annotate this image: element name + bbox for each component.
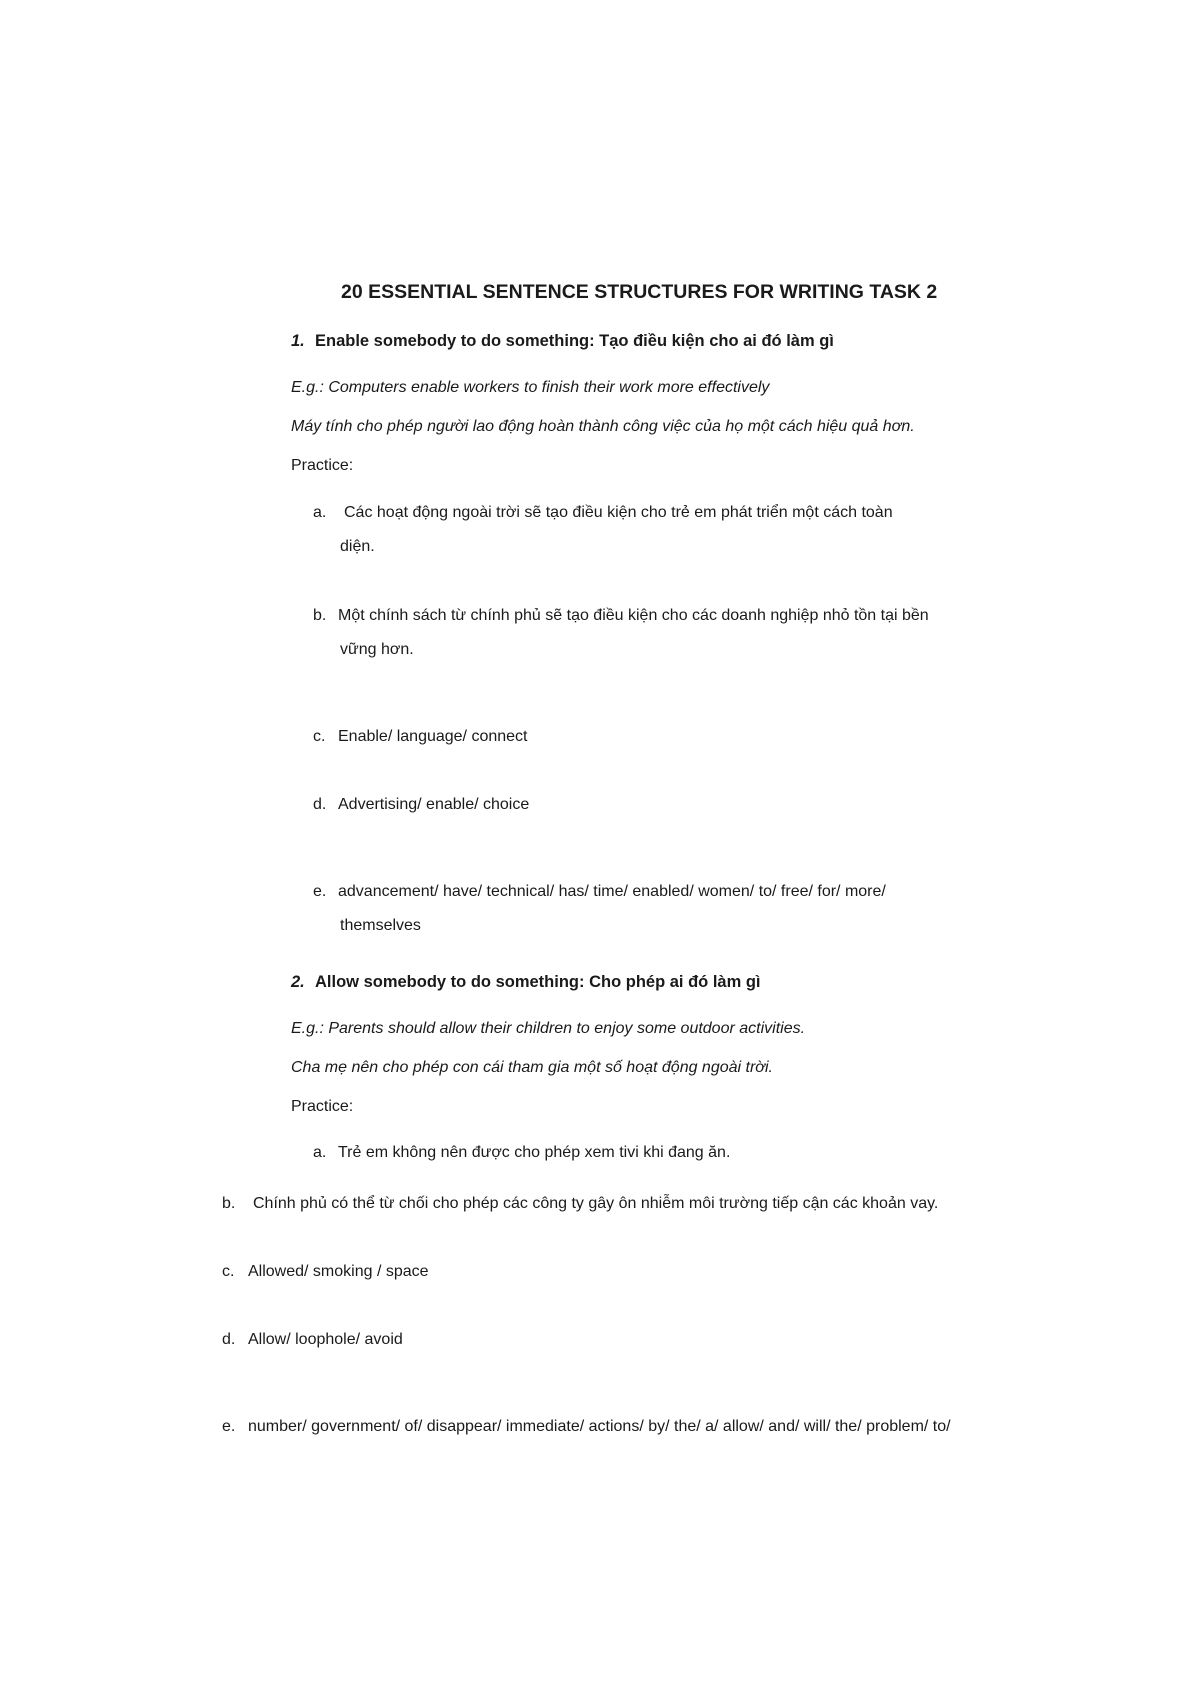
list-marker: c. <box>222 1263 235 1280</box>
list-item-line: vững hơn. <box>340 641 414 658</box>
document-title: 20 ESSENTIAL SENTENCE STRUCTURES FOR WRITING TASK 2 <box>341 281 938 303</box>
list-item-line: Advertising/ enable/ choice <box>338 796 530 813</box>
list-item-line: Allowed/ smoking / space <box>248 1263 429 1280</box>
list-marker: e. <box>313 883 327 900</box>
list-item-line: Trẻ em không nên được cho phép xem tivi khi đang ăn. <box>338 1144 731 1161</box>
section-2-heading-text: Allow somebody to do something: Cho phép ai đó làm gì <box>315 973 761 991</box>
list-marker: a. <box>313 1144 327 1161</box>
section-1-heading-text: Enable somebody to do something: Tạo điều kiện cho ai đó làm gì <box>315 332 834 350</box>
section-1-heading <box>291 331 834 351</box>
section-1-practice-label: Practice: <box>291 457 354 474</box>
list-item-line: Allow/ loophole/ avoid <box>248 1331 403 1348</box>
list-marker: e. <box>222 1418 236 1435</box>
list-marker: d. <box>222 1331 236 1348</box>
section-2-heading <box>291 972 761 992</box>
list-marker: b. <box>222 1195 236 1212</box>
section-1-example-vi: Máy tính cho phép người lao động hoàn thành công việc của họ một cách hiệu quả hơn. <box>291 418 915 435</box>
list-marker: d. <box>313 796 327 813</box>
section-1-example-en: E.g.: Computers enable workers to finish their work more effectively <box>291 379 770 396</box>
section-2-example-vi: Cha mẹ nên cho phép con cái tham gia một số hoạt động ngoài trời. <box>291 1059 773 1076</box>
list-item-line: diện. <box>340 538 375 555</box>
section-1-number: 1. <box>291 332 305 350</box>
list-item-line: themselves <box>340 917 421 934</box>
section-2-practice-label: Practice: <box>291 1098 354 1115</box>
list-item-line: number/ government/ of/ disappear/ immediate/ actions/ by/ the/ a/ allow/ and/ will/ the/ problem/ to/ <box>248 1418 951 1435</box>
list-item-line: Các hoạt động ngoài trời sẽ tạo điều kiện cho trẻ em phát triển một cách toàn <box>344 504 893 521</box>
list-marker: c. <box>313 728 326 745</box>
list-item-line: Chính phủ có thể từ chối cho phép các công ty gây ôn nhiễm môi trường tiếp cận các khoản vay. <box>253 1195 939 1212</box>
list-item-line: Enable/ language/ connect <box>338 728 528 745</box>
section-2-number: 2. <box>291 973 305 991</box>
list-marker: b. <box>313 607 327 624</box>
list-item-line: Một chính sách từ chính phủ sẽ tạo điều kiện cho các doanh nghiệp nhỏ tồn tại bền <box>338 607 929 624</box>
list-marker: a. <box>313 504 327 521</box>
list-item-line: advancement/ have/ technical/ has/ time/ enabled/ women/ to/ free/ for/ more/ <box>338 883 886 900</box>
section-2-example-en: E.g.: Parents should allow their children to enjoy some outdoor activities. <box>291 1020 806 1037</box>
